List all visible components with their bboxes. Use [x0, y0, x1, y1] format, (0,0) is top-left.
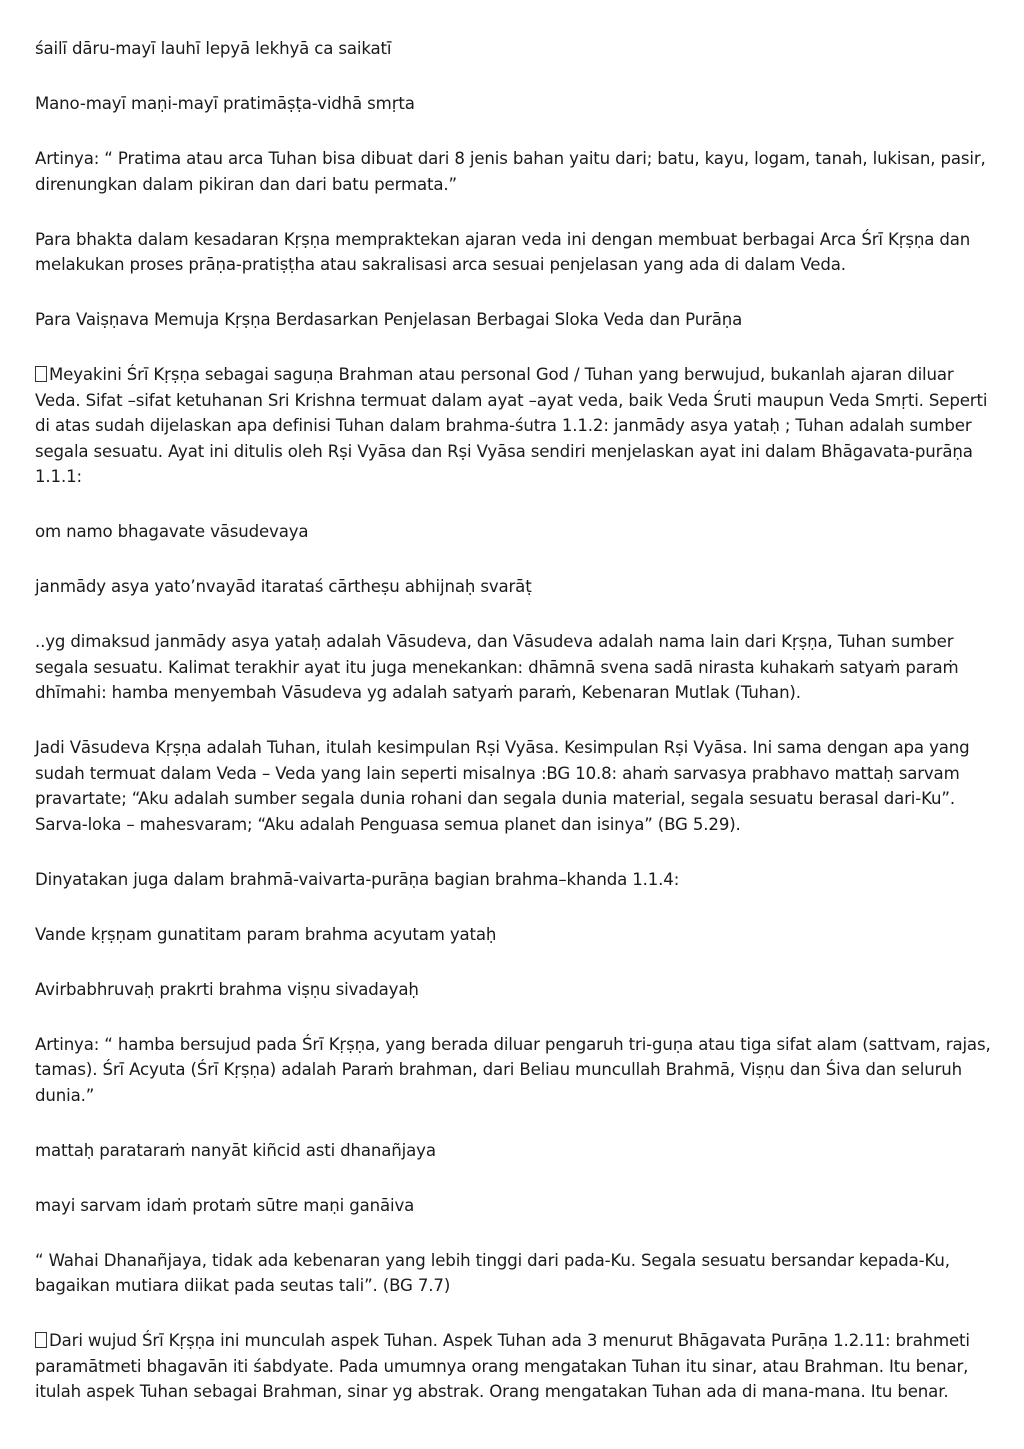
paragraph: Jadi Vāsudeva Kṛṣṇa adalah Tuhan, itulah kesimpulan Rṣi Vyāsa. Kesimpulan Rṣi Vyāsa. Ini sama dengan apa yang sudah termuat dalam Veda – Veda yang lain seperti misalnya :BG 10.8: ahaṁ sarvasya prabhavo mattaḥ sarvam pravartate; “Aku adalah sumber segala dunia rohani dan segala dunia material, segala sesuatu berasal dari-Ku”. Sarva-loka – mahesvaram; “Aku adalah Penguasa semua planet dan isinya” (BG 5.29).: [35, 738, 970, 834]
paragraph: [35, 362, 993, 490]
verse-line: śailī dāru-mayī lauhī lepyā lekhyā ca saikatī: [35, 39, 392, 58]
paragraph: Artinya: “ hamba bersujud pada Śrī Kṛṣṇa, yang berada diluar pengaruh tri-guṇa atau tiga sifat alam (sattvam, rajas, tamas). Śrī Acyuta (Śrī Kṛṣṇa) adalah Paraṁ brahman, dari Beliau muncullah Brahmā, Viṣṇu dan Śiva dan seluruh dunia.”: [35, 1034, 991, 1105]
verse-line: mattaḥ parataraṁ nanyāt kiñcid asti dhanañjaya: [35, 1140, 436, 1160]
paragraph: Dinyatakan juga dalam brahmā-vaivarta-purāṇa bagian brahma–khanda 1.1.4:: [35, 869, 680, 889]
verse-line: Avirbabhruvaḥ prakrti brahma viṣṇu sivadayaḥ: [35, 979, 419, 999]
verse-line: janmādy asya yato’nvayād itarataś cārtheṣu abhijnaḥ svarāṭ: [35, 577, 532, 596]
verse-line: om namo bhagavate vāsudevaya: [35, 522, 309, 541]
missing-glyph-icon: [35, 1332, 47, 1348]
verse-line: Vande kṛṣṇam gunatitam param brahma acyutam yataḥ: [35, 924, 497, 944]
verse-line: Mano-mayī maṇi-mayī pratimāṣṭa-vidhā smṛta: [35, 94, 415, 113]
document-page: [35, 36, 993, 1434]
missing-glyph-icon: [35, 366, 47, 382]
paragraph-text: Meyakini Śrī Kṛṣṇa sebagai saguṇa Brahman atau personal God / Tuhan yang berwujud, bukanlah ajaran diluar Veda. Sifat –sifat ketuhanan Sri Krishna termuat dalam ayat –ayat veda, baik Veda Śruti maupun Veda Smṛti. Seperti di atas sudah dijelaskan apa definisi Tuhan dalam brahma-śutra 1.1.2: janmādy asya yataḥ ; Tuhan adalah sumber segala sesuatu. Ayat ini ditulis oleh Rṣi Vyāsa dan Rṣi Vyāsa sendiri menjelaskan ayat ini dalam Bhāgavata-purāṇa 1.1.1:: [35, 365, 988, 486]
paragraph: ..yg dimaksud janmādy asya yataḥ adalah Vāsudeva, dan Vāsudeva adalah nama lain dari Kṛṣṇa, Tuhan sumber segala sesuatu. Kalimat terakhir ayat itu juga menekankan: dhāmnā svena sadā nirasta kuhakaṁ satyaṁ paraṁ dhīmahi: hamba menyembah Vāsudeva yg adalah satyaṁ paraṁ, Kebenaran Mutlak (Tuhan).: [35, 632, 959, 702]
paragraph: “ Wahai Dhanañjaya, tidak ada kebenaran yang lebih tinggi dari pada-Ku. Segala sesuatu bersandar kepada-Ku, bagaikan mutiara diikat pada seutas tali”. (BG 7.7): [35, 1250, 950, 1295]
paragraph: [35, 1328, 993, 1405]
paragraph: Para bhakta dalam kesadaran Kṛṣṇa mempraktekan ajaran veda ini dengan membuat berbagai Arca Śrī Kṛṣṇa dan melakukan proses prāṇa-pratiṣṭha atau sakralisasi arca sesuai penjelasan yang ada di dalam Veda.: [35, 229, 971, 274]
section-heading: Para Vaiṣṇava Memuja Kṛṣṇa Berdasarkan Penjelasan Berbagai Sloka Veda dan Purāṇa: [35, 310, 743, 329]
paragraph: Artinya: “ Pratima atau arca Tuhan bisa dibuat dari 8 jenis bahan yaitu dari; batu, kayu, logam, tanah, lukisan, pasir, direnungkan dalam pikiran dan dari batu permata.”: [35, 149, 986, 194]
verse-line: mayi sarvam idaṁ protaṁ sūtre maṇi ganāiva: [35, 1195, 415, 1215]
paragraph-text: Dari wujud Śrī Kṛṣṇa ini munculah aspek Tuhan. Aspek Tuhan ada 3 menurut Bhāgavata Purāṇa 1.2.11: brahmeti paramātmeti bhagavān iti śabdyate. Pada umumnya orang mengatakan Tuhan itu sinar, atau Brahman. Itu benar, itulah aspek Tuhan sebagai Brahman, sinar yg abstrak. Orang mengatakan Tuhan ada di mana-mana. Itu benar.: [35, 1331, 970, 1401]
